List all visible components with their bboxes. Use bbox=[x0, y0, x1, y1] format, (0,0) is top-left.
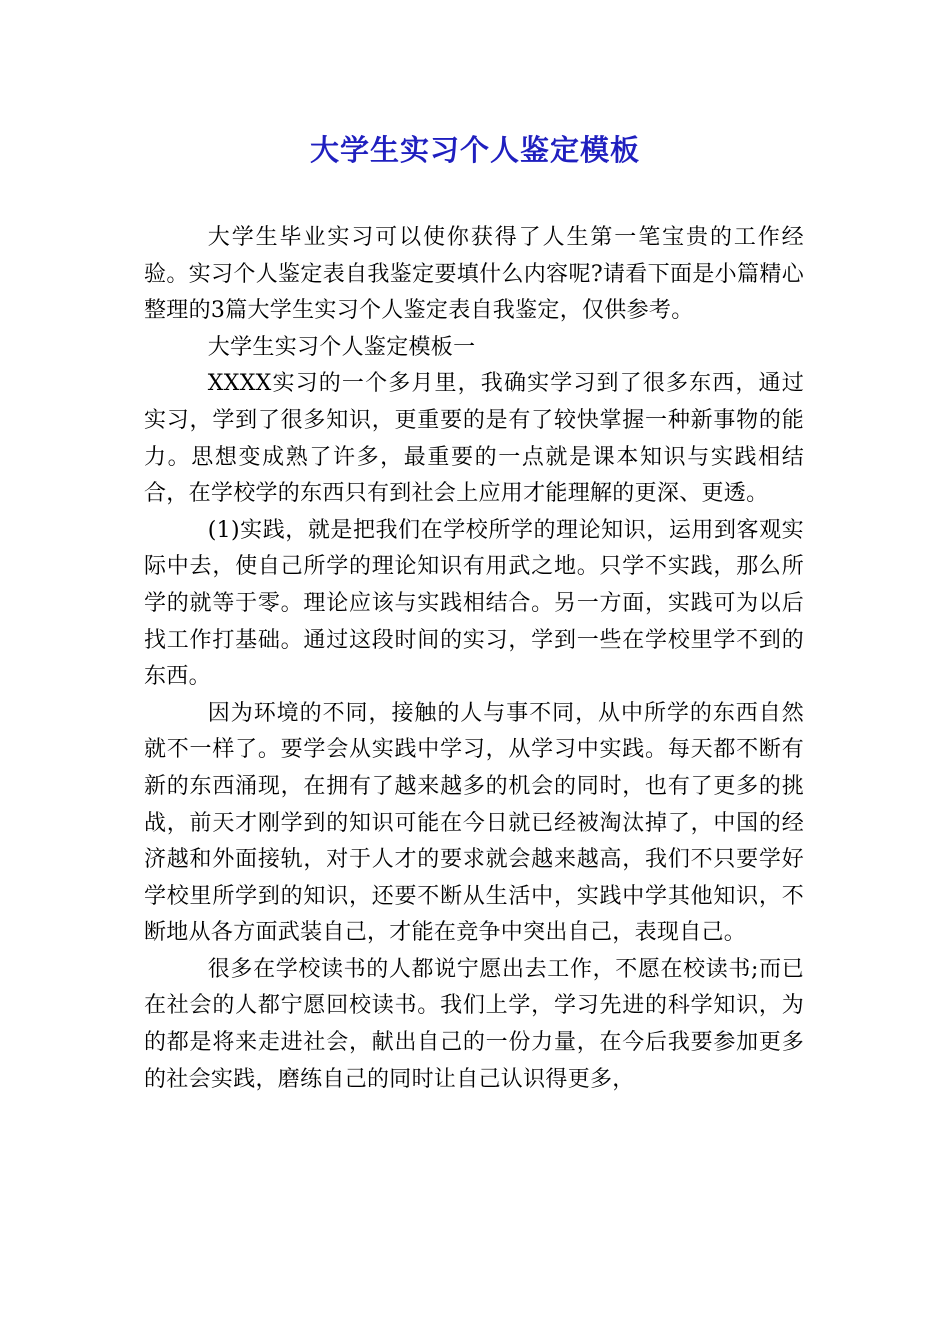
paragraph: 因为环境的不同，接触的人与事不同，从中所学的东西自然就不一样了。要学会从实践中学习，从学习中实践。每天都不断有新的东西涌现，在拥有了越来越多的机会的同时，也有了更多的挑战，前天才刚学到的知识可能在今日就已经被淘汰掉了，中国的经济越和外面接轨，对于人才的要求就会越来越高，我们不只要学好学校里所学到的知识，还要不断从生活中，实践中学其他知识，不断地从各方面武装自己，才能在竞争中突出自己，表现自己。 bbox=[144, 700, 804, 946]
paragraph-intro: 大学生毕业实习可以使你获得了人生第一笔宝贵的工作经验。实习个人鉴定表自我鉴定要填什么内容呢?请看下面是小篇精心整理的3篇大学生实习个人鉴定表自我鉴定，仅供参考。 bbox=[144, 225, 804, 324]
document-body bbox=[144, 220, 804, 1098]
paragraph: XXXX实习的一个多月里，我确实学习到了很多东西，通过实习，学到了很多知识，更重要的是有了较快掌握一种新事物的能力。思想变成熟了许多，最重要的一点就是课本知识与实践相结合，在学校学的东西只有到社会上应用才能理解的更深、更透。 bbox=[144, 371, 804, 507]
document-title: 大学生实习个人鉴定模板 bbox=[309, 133, 640, 167]
paragraph: (1)实践，就是把我们在学校所学的理论知识，运用到客观实际中去，使自己所学的理论知识有用武之地。只学不实践，那么所学的就等于零。理论应该与实践相结合。另一方面，实践可为以后找工作打基础。通过这段时间的实习，学到一些在学校里学不到的东西。 bbox=[144, 517, 804, 690]
paragraph: 很多在学校读书的人都说宁愿出去工作，不愿在校读书;而已在社会的人都宁愿回校读书。我们上学，学习先进的科学知识，为的都是将来走进社会，献出自己的一份力量，在今后我要参加更多的社会实践，磨练自己的同时让自己认识得更多， bbox=[144, 956, 804, 1092]
section-heading: 大学生实习个人鉴定模板一 bbox=[207, 334, 476, 360]
